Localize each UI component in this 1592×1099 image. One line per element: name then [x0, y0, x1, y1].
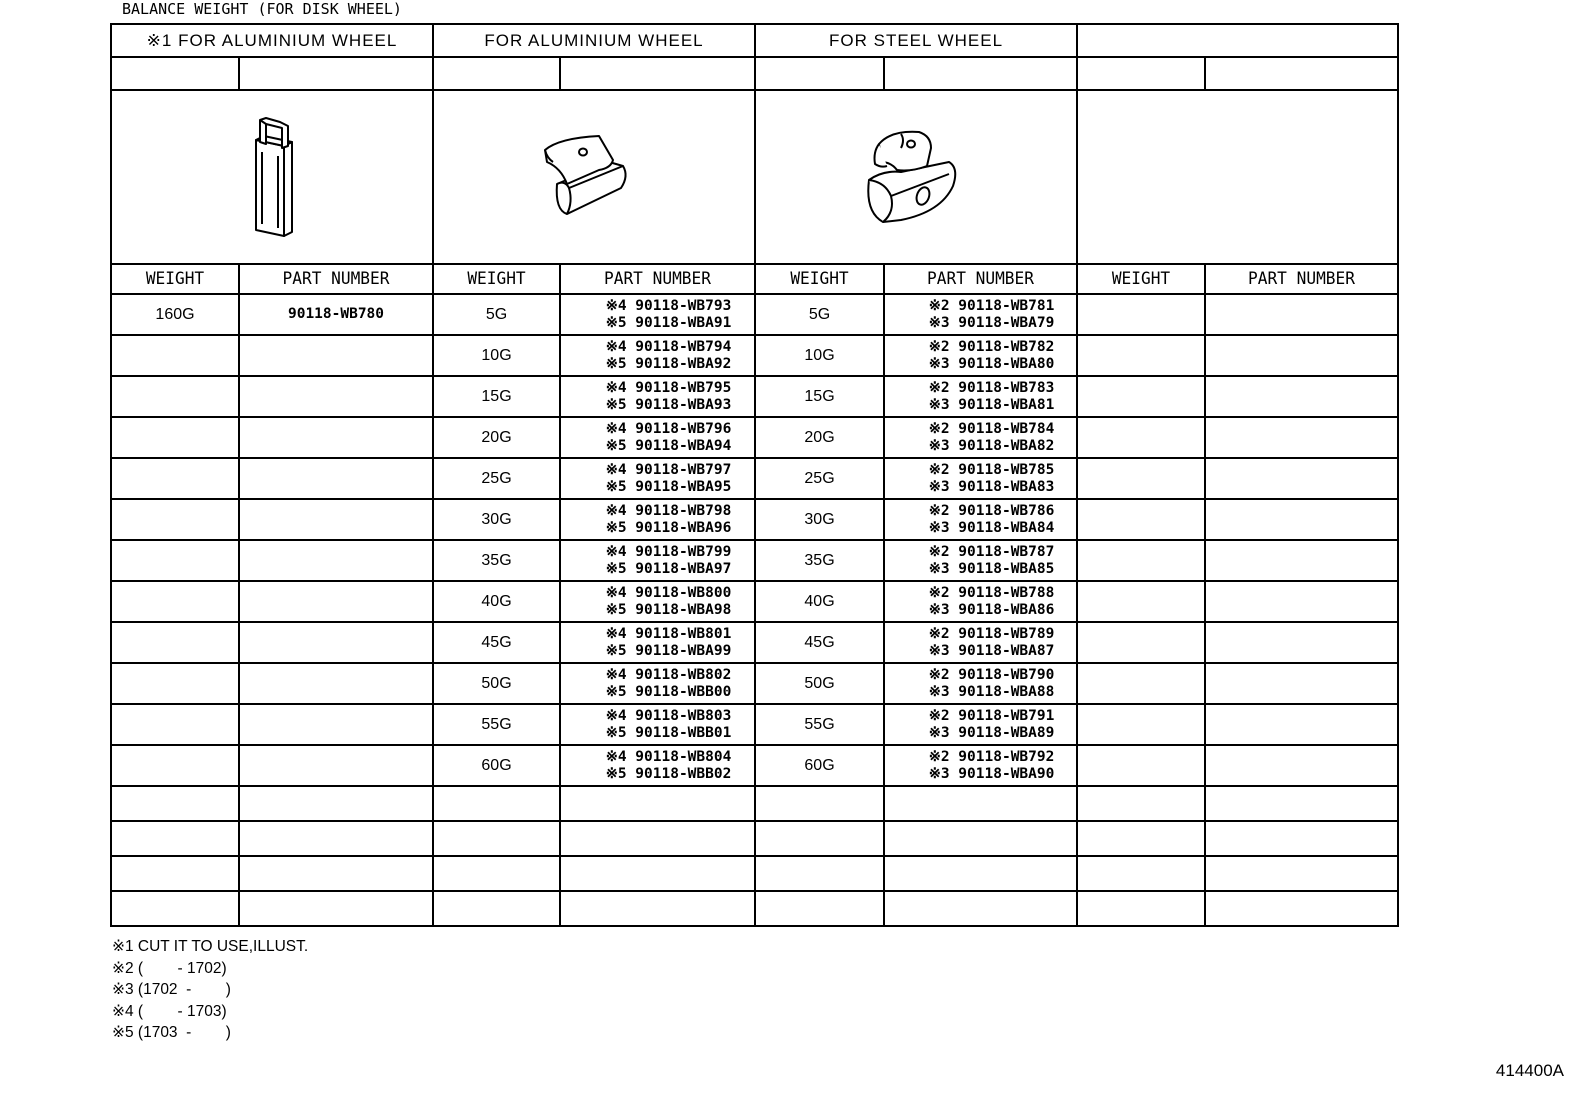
weight-cell: 60G — [755, 745, 884, 786]
empty-cell — [111, 745, 239, 786]
steel-clip-weight-icon — [861, 122, 971, 232]
group4-header — [1077, 24, 1398, 57]
footnote: ※1 CUT IT TO USE,ILLUST. — [112, 938, 309, 955]
col-part-2: PART NUMBER — [565, 264, 750, 294]
part-number-line: ※5 90118-WBA94 — [605, 437, 732, 454]
empty-cell — [1077, 294, 1205, 335]
weight-cell: 35G — [755, 540, 884, 581]
footnote: ※5 (1703 - ) — [112, 1024, 231, 1041]
empty-cell — [884, 786, 1077, 821]
weight-cell: 15G — [755, 376, 884, 417]
part-number-cell — [560, 663, 755, 704]
empty-cell — [111, 376, 239, 417]
part-number-line: ※2 90118-WB781 — [928, 297, 1055, 314]
table-row — [111, 663, 1398, 704]
part-number-line: ※5 90118-WBA99 — [605, 642, 732, 659]
part-number-line: ※2 90118-WB785 — [928, 461, 1055, 478]
empty-cell — [1205, 581, 1398, 622]
footnote: ※2 ( - 1702) — [112, 959, 227, 977]
part-number-cell — [884, 581, 1077, 622]
table-row — [111, 704, 1398, 745]
col-weight-4: WEIGHT — [1080, 264, 1202, 294]
table-row — [111, 540, 1398, 581]
part-number-line: ※5 90118-WBB00 — [605, 683, 732, 700]
part-number-line: ※3 90118-WBA84 — [928, 519, 1055, 536]
part-number-line: ※3 90118-WBA83 — [928, 478, 1055, 495]
empty-cell — [1077, 745, 1205, 786]
empty-cell — [239, 821, 433, 856]
empty-cell — [433, 891, 560, 926]
group2-header: FOR ALUMINIUM WHEEL — [433, 24, 755, 57]
part-number-line: ※5 90118-WBB01 — [605, 724, 732, 741]
empty-cell — [111, 540, 239, 581]
part-number-cell — [560, 499, 755, 540]
part-number-line: ※2 90118-WB787 — [928, 543, 1055, 560]
table-row — [111, 499, 1398, 540]
empty-cell — [884, 856, 1077, 891]
part-number-line: ※4 90118-WB793 — [605, 297, 732, 314]
part-number-line: ※3 90118-WBA88 — [928, 683, 1055, 700]
weight-cell: 5G — [755, 294, 884, 335]
empty-cell — [755, 891, 884, 926]
part-number-cell — [884, 458, 1077, 499]
empty-cell — [560, 786, 755, 821]
part-number-line: ※5 90118-WBA97 — [605, 560, 732, 577]
part-number-line: ※4 90118-WB794 — [605, 338, 732, 355]
part-number-cell — [884, 704, 1077, 745]
empty-cell — [239, 622, 433, 663]
part-number-cell — [560, 745, 755, 786]
empty-cell — [239, 663, 433, 704]
group1-weight: 160G — [111, 294, 239, 335]
empty-cell — [1205, 622, 1398, 663]
group-header-row — [111, 24, 1398, 57]
weight-cell: 55G — [755, 704, 884, 745]
empty-cell — [111, 786, 239, 821]
table-row — [111, 622, 1398, 663]
footnotes — [112, 936, 308, 1044]
weight-cell: 45G — [755, 622, 884, 663]
part-number-cell — [560, 417, 755, 458]
part-number-line: ※5 90118-WBA98 — [605, 601, 732, 618]
part-number-line: ※4 90118-WB797 — [605, 461, 732, 478]
part-number-cell — [884, 622, 1077, 663]
part-number-cell — [560, 335, 755, 376]
part-number-cell — [884, 540, 1077, 581]
part-number-line: ※2 90118-WB789 — [928, 625, 1055, 642]
group1-part-number: 90118-WB780 — [239, 294, 433, 335]
page-title: BALANCE WEIGHT (FOR DISK WHEEL) — [122, 0, 402, 18]
table-row — [111, 294, 1398, 335]
group4-illustration — [1077, 90, 1398, 264]
part-number-cell — [560, 294, 755, 335]
part-number-cell — [560, 376, 755, 417]
part-number-line: ※3 90118-WBA89 — [928, 724, 1055, 741]
empty-cell — [1077, 417, 1205, 458]
empty-cell — [1077, 856, 1205, 891]
empty-cell — [884, 821, 1077, 856]
weight-cell: 35G — [433, 540, 560, 581]
empty-cell — [560, 891, 755, 926]
weight-cell: 50G — [433, 663, 560, 704]
empty-cell — [1077, 499, 1205, 540]
empty-cell — [1077, 540, 1205, 581]
empty-cell — [1077, 376, 1205, 417]
weight-cell: 30G — [433, 499, 560, 540]
illustration-row — [111, 90, 1398, 264]
empty-cell — [1205, 458, 1398, 499]
weight-cell: 20G — [433, 417, 560, 458]
part-number-cell — [884, 335, 1077, 376]
group3-illustration — [755, 90, 1077, 264]
table-row — [111, 376, 1398, 417]
col-part-3: PART NUMBER — [889, 264, 1072, 294]
part-number-line: ※4 90118-WB804 — [605, 748, 732, 765]
empty-cell — [1205, 540, 1398, 581]
col-part-1: PART NUMBER — [244, 264, 428, 294]
empty-cell — [560, 856, 755, 891]
group2-illustration — [433, 90, 755, 264]
weight-cell: 30G — [755, 499, 884, 540]
empty-cell — [239, 581, 433, 622]
weight-cell: 50G — [755, 663, 884, 704]
weight-cell: 10G — [433, 335, 560, 376]
part-number-line: ※2 90118-WB786 — [928, 502, 1055, 519]
col-weight-2: WEIGHT — [436, 264, 557, 294]
col-weight-1: WEIGHT — [114, 264, 236, 294]
part-number-cell — [884, 376, 1077, 417]
weight-cell: 5G — [433, 294, 560, 335]
part-number-line: ※3 90118-WBA81 — [928, 396, 1055, 413]
empty-cell — [239, 376, 433, 417]
part-number-cell — [560, 622, 755, 663]
part-number-line: ※5 90118-WBA92 — [605, 355, 732, 372]
empty-cell — [1205, 891, 1398, 926]
weight-cell: 45G — [433, 622, 560, 663]
part-number-line: ※2 90118-WB791 — [928, 707, 1055, 724]
part-number-line: ※4 90118-WB800 — [605, 584, 732, 601]
part-number-line: ※2 90118-WB790 — [928, 666, 1055, 683]
col-part-4: PART NUMBER — [1210, 264, 1393, 294]
table-row — [111, 745, 1398, 786]
empty-cell — [239, 786, 433, 821]
empty-cell — [239, 417, 433, 458]
empty-cell — [1205, 786, 1398, 821]
part-number-cell — [560, 540, 755, 581]
part-number-line: ※5 90118-WBA95 — [605, 478, 732, 495]
empty-cell — [1205, 294, 1398, 335]
empty-row — [111, 821, 1398, 856]
weight-cell: 60G — [433, 745, 560, 786]
part-number-line: ※4 90118-WB801 — [605, 625, 732, 642]
empty-cell — [239, 891, 433, 926]
part-number-line: ※5 90118-WBA96 — [605, 519, 732, 536]
weight-cell: 25G — [433, 458, 560, 499]
empty-cell — [1205, 856, 1398, 891]
empty-cell — [1077, 821, 1205, 856]
weight-cell: 10G — [755, 335, 884, 376]
col-weight-3: WEIGHT — [758, 264, 881, 294]
table-row — [111, 417, 1398, 458]
part-number-cell — [884, 417, 1077, 458]
empty-cell — [111, 335, 239, 376]
empty-cell — [1205, 376, 1398, 417]
empty-cell — [1205, 417, 1398, 458]
part-number-line: ※2 90118-WB783 — [928, 379, 1055, 396]
part-number-line: ※4 90118-WB802 — [605, 666, 732, 683]
aluminium-clip-weight-icon — [539, 132, 649, 222]
weight-cell: 40G — [433, 581, 560, 622]
empty-cell — [111, 891, 239, 926]
part-number-line: ※4 90118-WB798 — [605, 502, 732, 519]
part-number-line: ※3 90118-WBA90 — [928, 765, 1055, 782]
weight-cell: 20G — [755, 417, 884, 458]
part-number-line: ※2 90118-WB788 — [928, 584, 1055, 601]
group1-illustration — [111, 90, 433, 264]
weight-cell: 40G — [755, 581, 884, 622]
parts-table — [110, 23, 1399, 927]
empty-cell — [1205, 704, 1398, 745]
table-row — [111, 335, 1398, 376]
weight-cell: 25G — [755, 458, 884, 499]
footnote: ※4 ( - 1703) — [112, 1002, 227, 1020]
empty-cell — [1077, 335, 1205, 376]
empty-cell — [1077, 458, 1205, 499]
empty-cell — [1205, 335, 1398, 376]
part-number-cell — [884, 499, 1077, 540]
table-row — [111, 581, 1398, 622]
empty-cell — [239, 745, 433, 786]
part-number-line: ※3 90118-WBA82 — [928, 437, 1055, 454]
empty-cell — [1205, 499, 1398, 540]
part-number-line: ※4 90118-WB795 — [605, 379, 732, 396]
empty-cell — [239, 499, 433, 540]
blank-sub-row — [111, 57, 1398, 90]
part-number-cell — [884, 663, 1077, 704]
empty-cell — [239, 856, 433, 891]
part-number-line: ※4 90118-WB803 — [605, 707, 732, 724]
part-number-line: ※2 90118-WB782 — [928, 338, 1055, 355]
weight-cell: 55G — [433, 704, 560, 745]
empty-cell — [239, 540, 433, 581]
empty-cell — [433, 786, 560, 821]
empty-cell — [560, 821, 755, 856]
part-number-cell — [560, 704, 755, 745]
empty-cell — [111, 458, 239, 499]
empty-cell — [433, 856, 560, 891]
footnote: ※3 (1702 - ) — [112, 981, 231, 998]
empty-cell — [239, 458, 433, 499]
part-number-cell — [884, 294, 1077, 335]
part-number-line: ※5 90118-WBA93 — [605, 396, 732, 413]
empty-cell — [1077, 622, 1205, 663]
figure-code: 414400A — [1495, 1061, 1564, 1080]
part-number-cell — [884, 745, 1077, 786]
empty-cell — [1205, 745, 1398, 786]
empty-cell — [755, 821, 884, 856]
empty-cell — [1077, 581, 1205, 622]
empty-cell — [111, 499, 239, 540]
empty-cell — [1205, 821, 1398, 856]
empty-cell — [1077, 786, 1205, 821]
clip-strip-weight-icon — [242, 112, 302, 242]
empty-cell — [884, 891, 1077, 926]
weight-cell: 15G — [433, 376, 560, 417]
part-number-line: ※4 90118-WB796 — [605, 420, 732, 437]
empty-cell — [111, 856, 239, 891]
empty-cell — [111, 622, 239, 663]
part-number-line: ※2 90118-WB792 — [928, 748, 1055, 765]
part-number-line: ※3 90118-WBA80 — [928, 355, 1055, 372]
empty-cell — [111, 663, 239, 704]
empty-cell — [755, 786, 884, 821]
empty-cell — [1077, 891, 1205, 926]
part-number-line: ※3 90118-WBA87 — [928, 642, 1055, 659]
part-number-line: ※3 90118-WBA79 — [928, 314, 1055, 331]
empty-cell — [1205, 663, 1398, 704]
empty-cell — [1077, 704, 1205, 745]
part-number-cell — [560, 581, 755, 622]
part-number-line: ※5 90118-WBA91 — [605, 314, 732, 331]
part-number-line: ※2 90118-WB784 — [928, 420, 1055, 437]
table-row — [111, 458, 1398, 499]
empty-cell — [111, 581, 239, 622]
part-number-line: ※3 90118-WBA86 — [928, 601, 1055, 618]
empty-cell — [239, 335, 433, 376]
empty-row — [111, 856, 1398, 891]
empty-cell — [1077, 663, 1205, 704]
empty-cell — [111, 821, 239, 856]
empty-cell — [755, 856, 884, 891]
part-number-line: ※4 90118-WB799 — [605, 543, 732, 560]
empty-cell — [433, 821, 560, 856]
empty-cell — [111, 704, 239, 745]
group3-header: FOR STEEL WHEEL — [755, 24, 1077, 57]
part-number-cell — [560, 458, 755, 499]
empty-row — [111, 786, 1398, 821]
empty-cell — [239, 704, 433, 745]
empty-row — [111, 891, 1398, 926]
column-header-row — [111, 264, 1398, 294]
group1-header: ※1 FOR ALUMINIUM WHEEL — [111, 24, 433, 57]
part-number-line: ※5 90118-WBB02 — [605, 765, 732, 782]
empty-cell — [111, 417, 239, 458]
part-number-line: ※3 90118-WBA85 — [928, 560, 1055, 577]
